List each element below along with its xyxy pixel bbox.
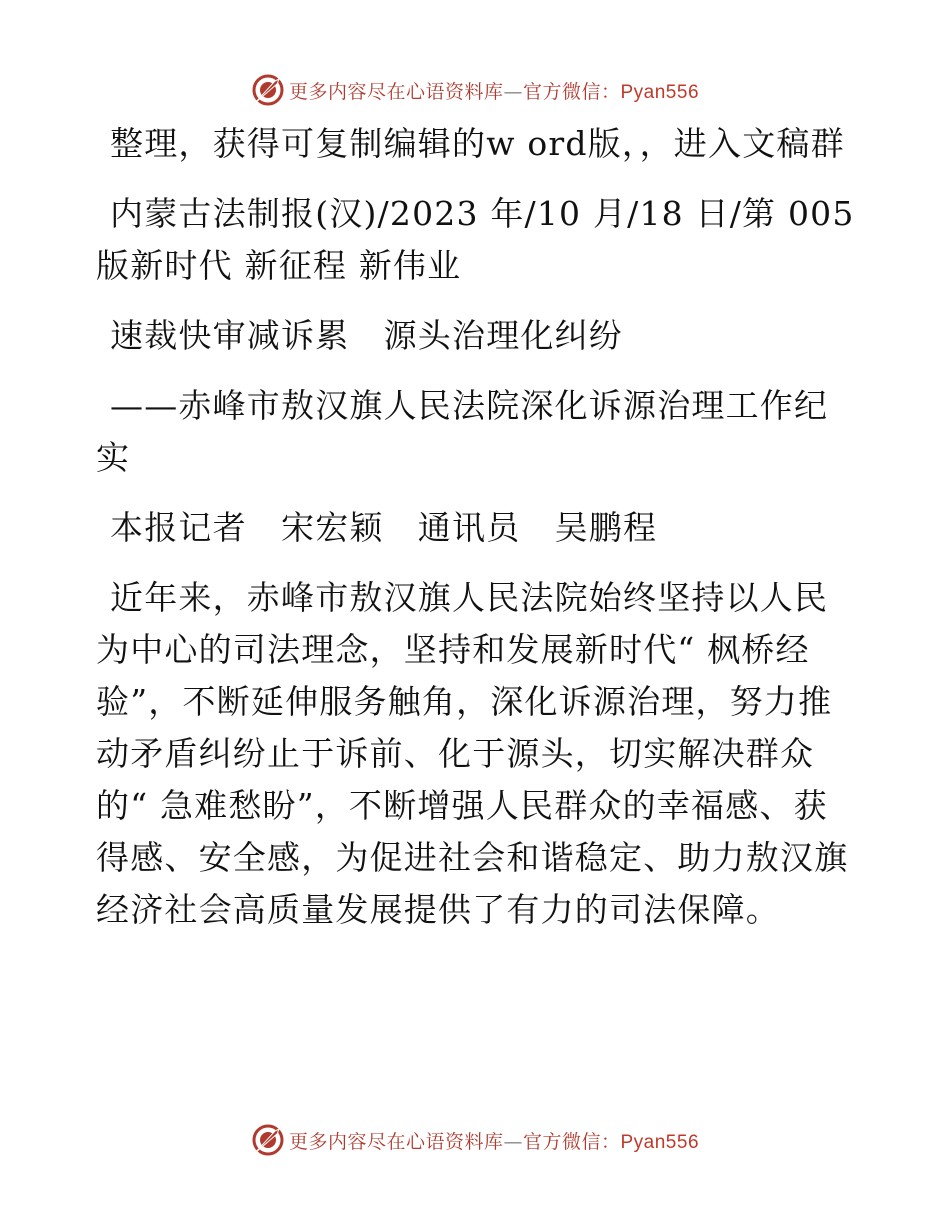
watermark-wechat-id: Pyan556	[620, 1131, 700, 1153]
footer-watermark	[0, 1120, 950, 1160]
publication-info: 内蒙古法制报(汉)/2023 年/10 月/18 日/第 005版新时代 新征程 新伟业	[96, 194, 855, 285]
watermark-text	[289, 77, 699, 104]
article-subtitle: ——赤峰市敖汉旗人民法院深化诉源治理工作纪实	[96, 386, 829, 477]
intro-note: 整理，获得可复制编辑的w ord版，，进入文稿群	[110, 124, 845, 163]
watermark-separator: —	[503, 80, 523, 103]
watermark-text	[289, 1127, 699, 1154]
watermark-separator: —	[503, 1130, 523, 1153]
document-body	[96, 118, 856, 936]
article-title: 速裁快审减诉累 源头治理化纠纷	[110, 316, 623, 355]
watermark-wechat-label: 官方微信：	[522, 1130, 621, 1153]
body-paragraph: 近年来，赤峰市敖汉旗人民法院始终坚持以人民为中心的司法理念，坚持和发展新时代“ 枫桥经验”，不断延伸服务触角，深化诉源治理，努力推动矛盾纠纷止于诉前、化于源头，切实解决群众的“ 急难愁盼”，不断增强人民群众的幸福感、获得感、安全感，为促进社会和谐稳定、助力敖汉旗经济社会高质量发展提供了有力的司法保障。	[96, 578, 849, 929]
header-watermark	[0, 70, 950, 110]
byline: 本报记者 宋宏颖 通讯员 吴鹏程	[110, 508, 658, 547]
watermark-wechat-label: 官方微信：	[522, 80, 621, 103]
feather-pen-circle-icon	[251, 1123, 285, 1157]
watermark-site-text: 更多内容尽在心语资料库	[288, 1130, 504, 1153]
watermark-wechat-id: Pyan556	[620, 81, 700, 103]
feather-pen-circle-icon	[251, 73, 285, 107]
watermark-site-text: 更多内容尽在心语资料库	[288, 80, 504, 103]
